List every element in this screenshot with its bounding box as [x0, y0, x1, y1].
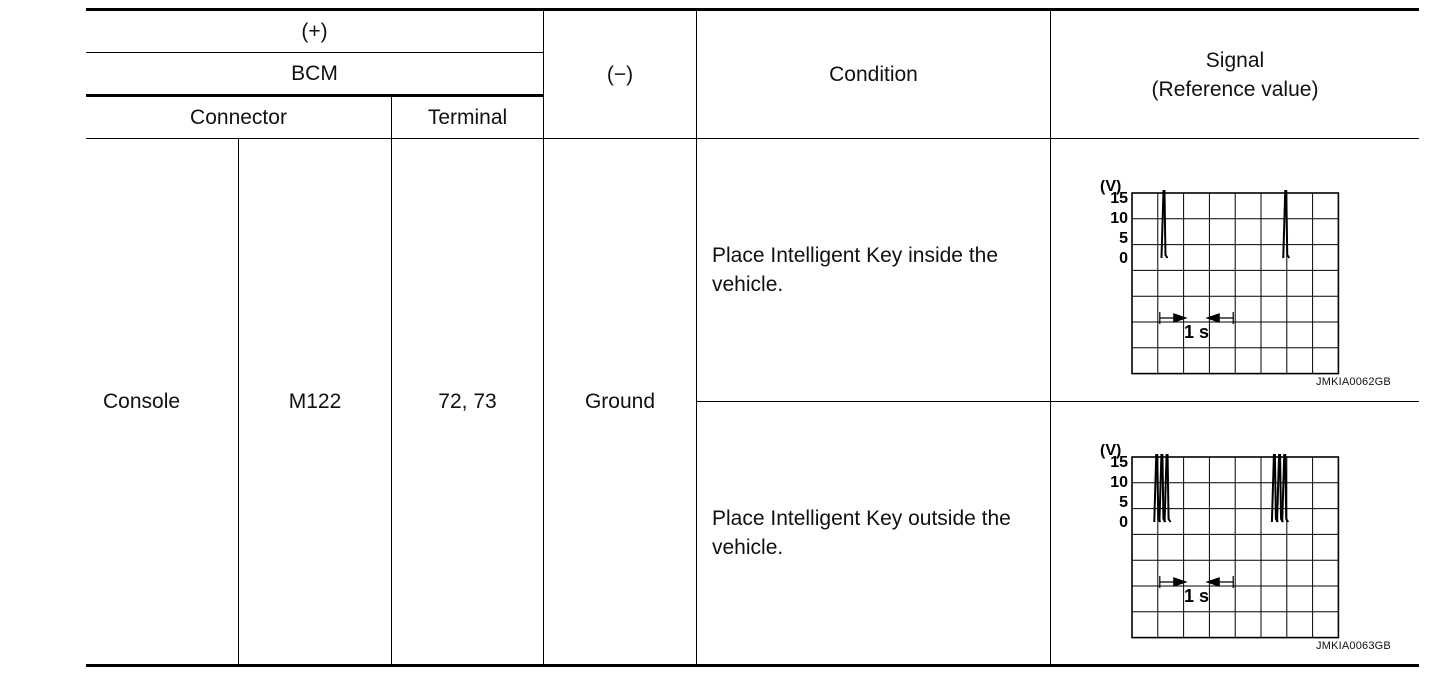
- signal-table: [86, 8, 1419, 667]
- header-bcm: BCM: [291, 62, 338, 85]
- cell-condition-outside: Place Intelligent Key outside the vehicle.: [712, 507, 1011, 559]
- header-signal: [1051, 11, 1419, 138]
- image-id-outside: JMKIA0063GB: [1316, 640, 1391, 652]
- waveform-y-tick-label: 5: [1119, 494, 1128, 511]
- table-bottom-rule: [86, 664, 1419, 667]
- waveform-y-tick-label: 0: [1119, 514, 1128, 531]
- header-signal-line1: Signal: [1205, 48, 1265, 72]
- waveform-pulse: [1282, 455, 1288, 522]
- time-marker-arrow: [1207, 314, 1233, 322]
- signal-waveform-outside: [1094, 444, 1354, 640]
- header-minus: (−): [606, 63, 634, 86]
- cell-condition-inside: Place Intelligent Key inside the vehicle.: [712, 244, 999, 296]
- waveform-y-tick-label: 5: [1119, 230, 1128, 247]
- header-signal-line2: (Reference value): [1151, 77, 1319, 101]
- waveform-y-tick-label: 0: [1119, 250, 1128, 267]
- time-marker-arrow: [1160, 314, 1186, 322]
- time-marker-arrow: [1160, 578, 1186, 586]
- waveform-y-tick-label: 10: [1110, 474, 1128, 491]
- waveform-pulse: [1283, 191, 1289, 258]
- waveform-svg: [1094, 444, 1354, 640]
- waveform-unit-label: (V): [1100, 444, 1122, 459]
- cell-terminal: 72, 73: [438, 390, 497, 413]
- waveform-pulse: [1161, 191, 1167, 258]
- waveform-svg: [1094, 180, 1354, 376]
- time-marker-arrow: [1207, 578, 1233, 586]
- image-id-inside: JMKIA0062GB: [1316, 376, 1391, 388]
- waveform-pulse: [1165, 455, 1171, 522]
- waveform-y-tick-label: 10: [1110, 210, 1128, 227]
- header-connector: Connector: [190, 106, 287, 129]
- cell-connector-no: M122: [288, 390, 342, 413]
- waveform-unit-label: (V): [1100, 180, 1122, 195]
- waveform-y-tick-label: 15: [1110, 454, 1128, 471]
- cell-connector-name: Console: [103, 390, 181, 413]
- signal-waveform-inside: [1094, 180, 1354, 376]
- header-terminal: Terminal: [427, 106, 508, 129]
- header-plus: (+): [301, 20, 328, 43]
- header-condition: Condition: [829, 63, 918, 86]
- time-marker-label: 1 s: [1183, 322, 1210, 342]
- waveform-y-tick-label: 15: [1110, 190, 1128, 207]
- time-marker-label: 1 s: [1183, 586, 1210, 606]
- cell-minus: Ground: [584, 390, 656, 413]
